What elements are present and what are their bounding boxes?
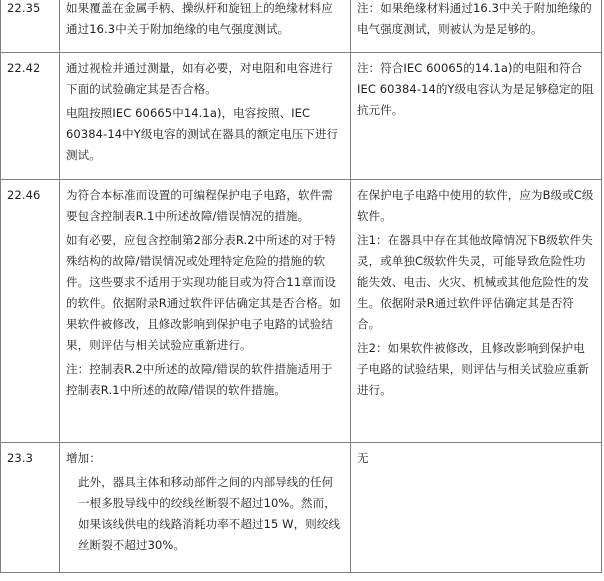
clause-number: 22.42 (1, 53, 60, 180)
note-text: 注2：如果软件被修改，且修改影响到保护电子电路的试验结果，则评估与相关试验应重新进行。 (357, 341, 589, 397)
note-cell (351, 443, 602, 573)
clause-number: 23.3 (1, 443, 60, 573)
requirement-text: 电阻按照IEC 60665中14.1a)，电容按照、IEC 60384-14中Y级电容的测试在器具的额定电压下进行测试。 (66, 106, 339, 162)
requirement-cell (60, 0, 351, 53)
table-row (1, 443, 602, 573)
note-text: 注1：在器具中存在其他故障情况下B级软件失灵，或单独C级软件失灵，可能导致危险性功能失效、电击、火灾、机械或其他危险性的发生。依据附录R通过软件评估确定其是否符合。 (357, 233, 593, 331)
note-cell (351, 53, 602, 180)
requirement-text: 增加： (66, 451, 101, 465)
clause-number: 22.35 (1, 0, 60, 53)
requirement-text: 此外，器具主体和移动部件之间的内部导线的任何一根多股导线中的绞线丝断裂不超过10%。然而，如果该线供电的线路消耗功率不超过15 W，则绞线丝断裂不超过30%。 (78, 475, 341, 552)
note-text: 无 (357, 451, 369, 465)
note-text: 注：如果绝缘材料通过16.3中关于附加绝缘的电气强度测试，则被认为是足够的。 (357, 1, 592, 36)
note-cell (351, 0, 602, 53)
requirement-text: 为符合本标准而设置的可编程保护电子电路，软件需要包含控制表R.1中所述故障/错误情况的措施。 (66, 188, 333, 223)
note-text: 在保护电子电路中使用的软件，应为B级或C级软件。 (357, 188, 594, 223)
table-row (1, 53, 602, 180)
requirement-text: 如有必要，应包含控制第2部分表R.2中所述的对于特殊结构的故障/错误情况或处理特定危险的措施的软件。这些要求不适用于实现功能目或为符合11章而设的软件。依据附录R通过软件评估确定其是否合格。如果软件被修改，且修改影响到保护电子电路的试验结果，则评估与相关试验应重新进行。 (66, 233, 341, 352)
requirement-cell (60, 180, 351, 443)
requirement-text: 如果覆盖在金属手柄、操纵杆和旋钮上的绝缘材料应通过16.3中关于附加绝缘的电气强度测试。 (66, 1, 333, 36)
requirement-text: 注：控制表R.2中所述的故障/错误的软件措施适用于控制表R.1中所述的故障/错误的软件措施。 (66, 362, 333, 397)
table-row (1, 0, 602, 53)
requirement-text: 通过视检并通过测量，如有必要，对电阻和电容进行下面的试验确定其是否合格。 (66, 61, 333, 96)
note-text: 注：符合IEC 60065的14.1a)的电阻和符合IEC 60384-14的Y级电容认为是足够稳定的阻抗元件。 (357, 61, 594, 117)
requirement-cell (60, 53, 351, 180)
requirement-cell (60, 443, 351, 573)
table-row (1, 180, 602, 443)
clause-number: 22.46 (1, 180, 60, 443)
note-cell (351, 180, 602, 443)
